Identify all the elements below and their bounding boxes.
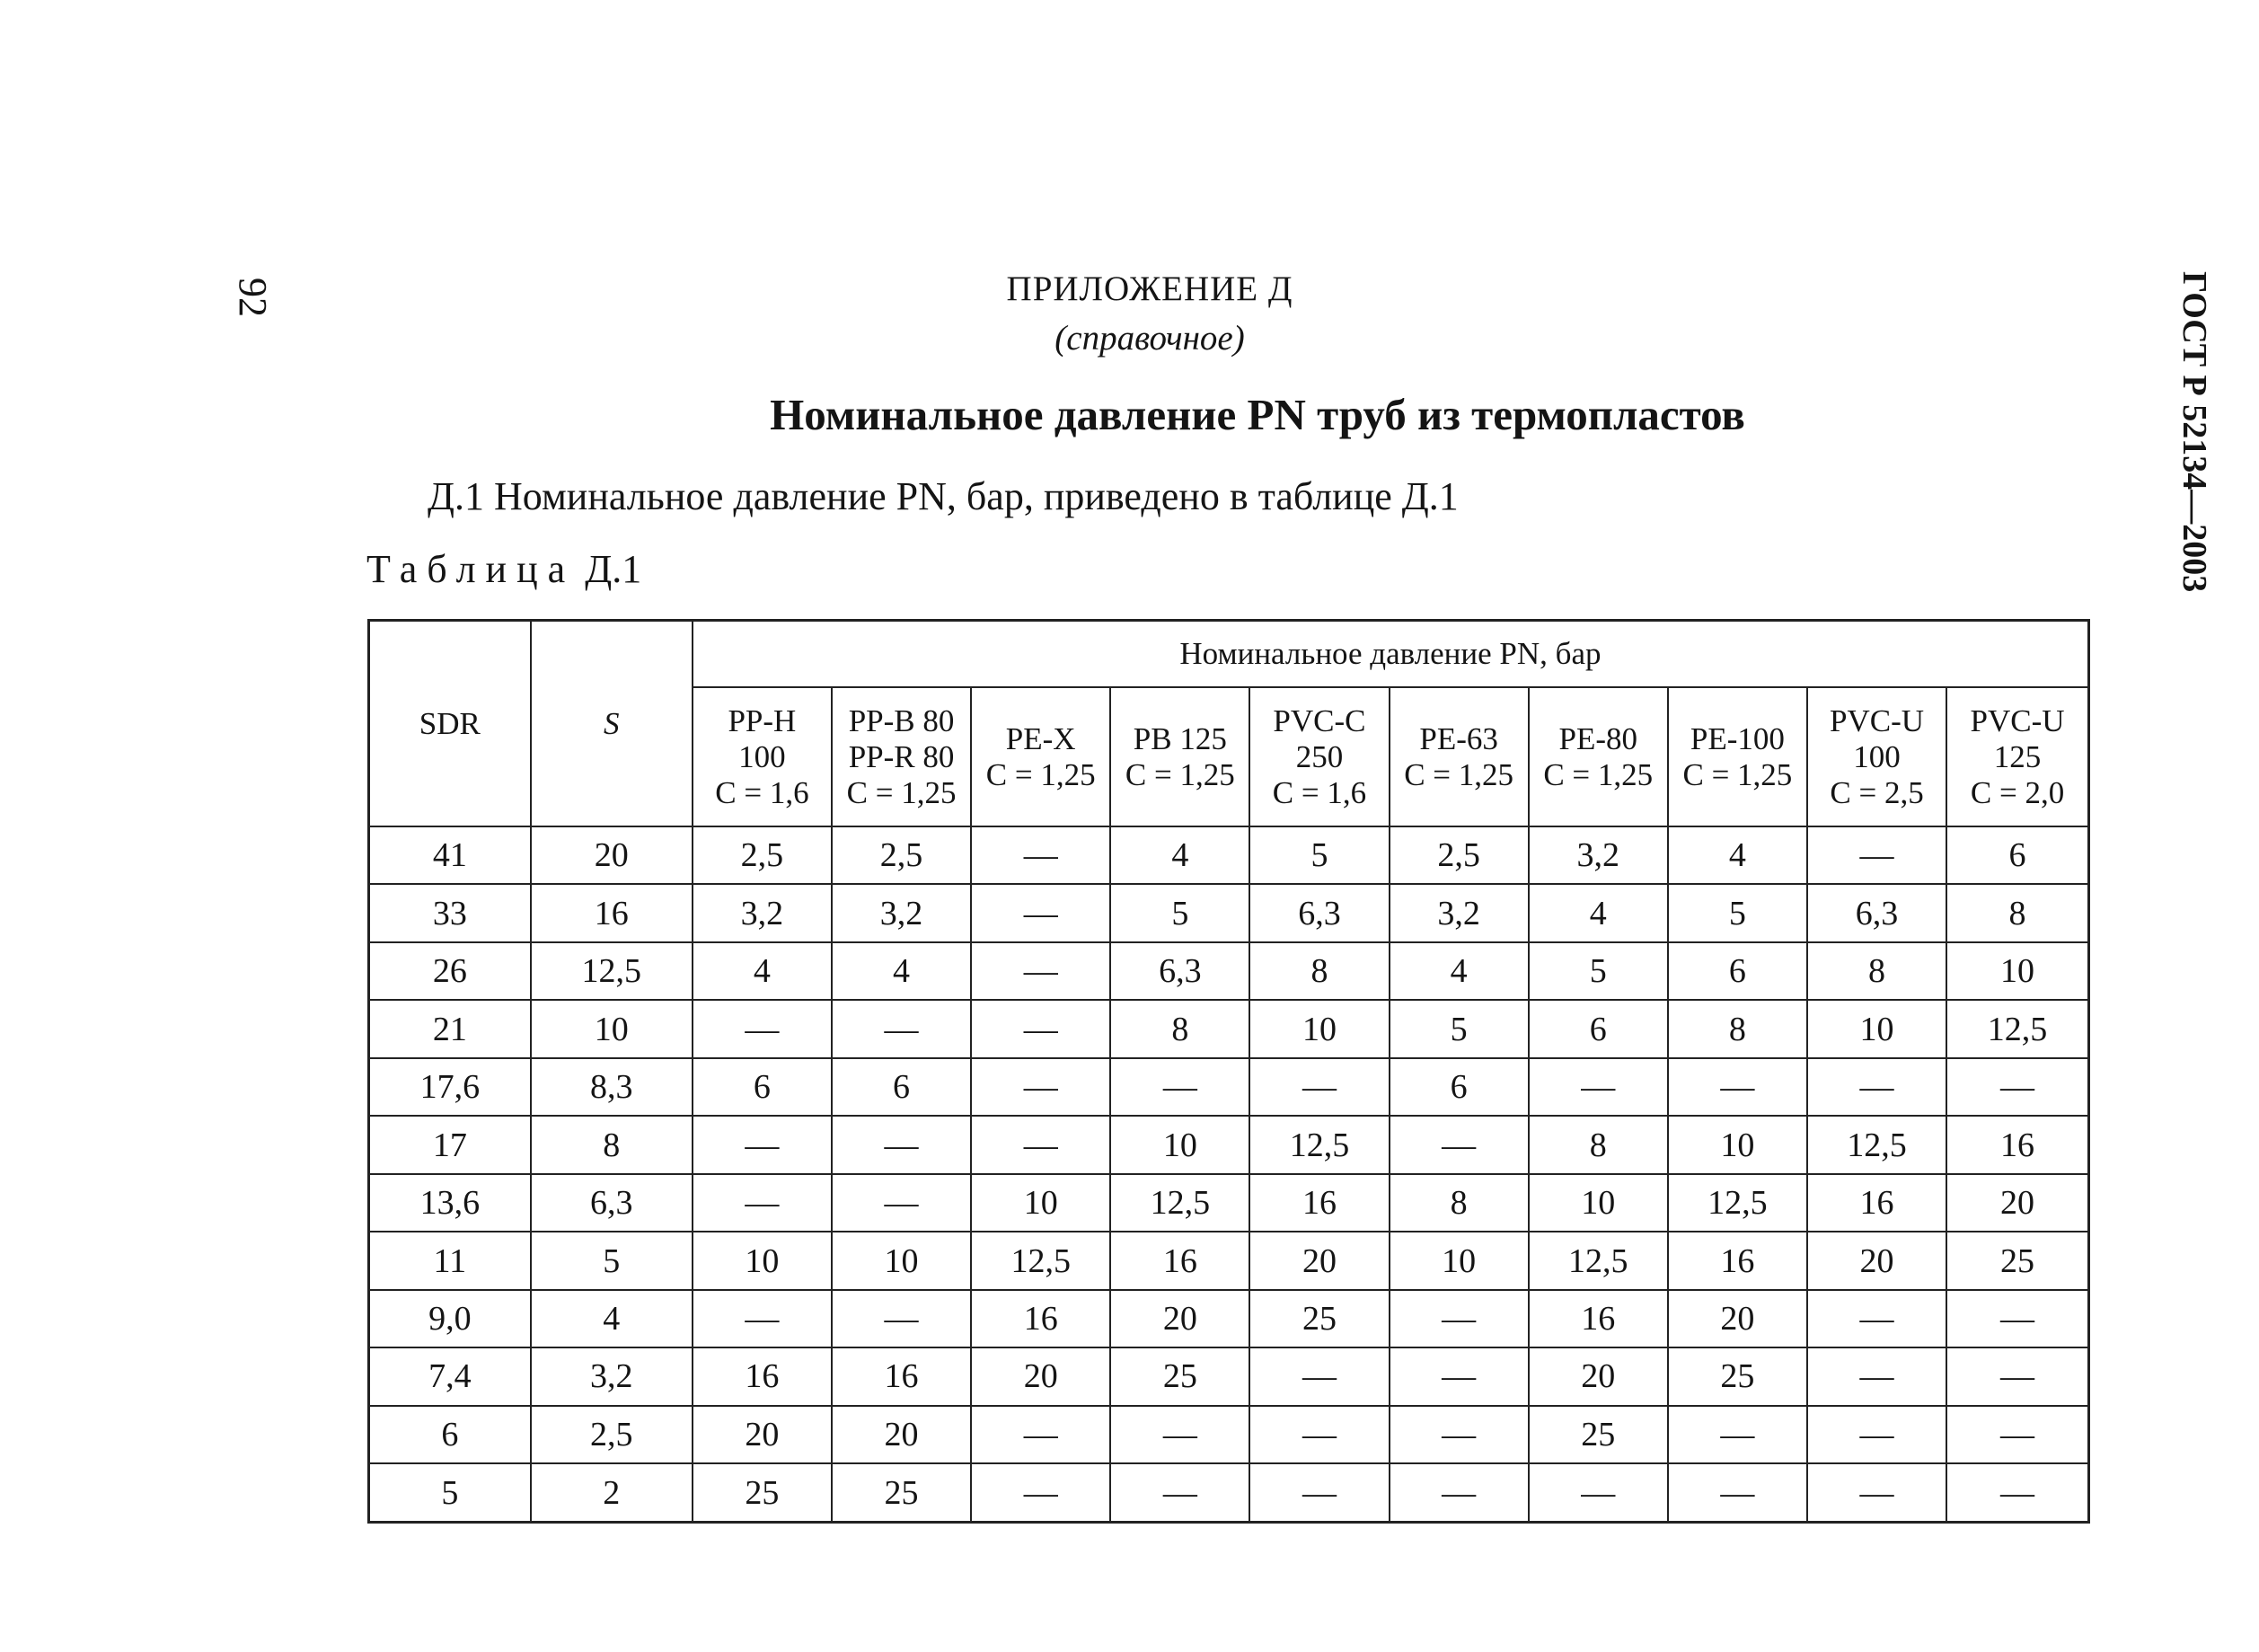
- header-material-line: C = 1,6: [715, 774, 809, 810]
- table-row: [369, 884, 2089, 941]
- header-material-line: C = 1,6: [1272, 774, 1367, 810]
- cell-sdr: 11: [369, 1232, 531, 1289]
- cell-pn-value: —: [971, 1000, 1110, 1057]
- header-material: [1249, 687, 1389, 826]
- cell-s: 4: [531, 1290, 693, 1347]
- cell-pn-value: —: [1807, 1290, 1946, 1347]
- cell-pn-value: 20: [1529, 1347, 1668, 1405]
- cell-pn-value: 10: [1807, 1000, 1946, 1057]
- header-material-line: C = 2,5: [1830, 774, 1924, 810]
- cell-pn-value: 12,5: [1249, 1116, 1389, 1173]
- appendix-type: (справочное): [1054, 319, 1245, 358]
- cell-pn-value: —: [1249, 1406, 1389, 1463]
- cell-pn-value: 2,5: [832, 826, 971, 884]
- cell-pn-value: —: [1110, 1406, 1249, 1463]
- table-row: [369, 1174, 2089, 1232]
- cell-pn-value: —: [1110, 1058, 1249, 1116]
- cell-pn-value: 12,5: [971, 1232, 1110, 1289]
- table-row: [369, 1232, 2089, 1289]
- cell-pn-value: 4: [1110, 826, 1249, 884]
- cell-pn-value: —: [693, 1000, 832, 1057]
- cell-s: 16: [531, 884, 693, 941]
- cell-pn-value: 6: [693, 1058, 832, 1116]
- cell-pn-value: 5: [1529, 942, 1668, 1000]
- table-caption: [366, 543, 1085, 596]
- cell-pn-value: 10: [971, 1174, 1110, 1232]
- cell-pn-value: 16: [832, 1347, 971, 1405]
- cell-pn-value: 25: [1249, 1290, 1389, 1347]
- cell-pn-value: —: [1807, 1406, 1946, 1463]
- cell-pn-value: 20: [1668, 1290, 1807, 1347]
- header-material: [693, 687, 832, 826]
- cell-s: 2: [531, 1463, 693, 1522]
- cell-pn-value: 2,5: [693, 826, 832, 884]
- cell-pn-value: —: [832, 1116, 971, 1173]
- header-sdr: SDR: [369, 621, 531, 827]
- cell-pn-value: 6: [1529, 1000, 1668, 1057]
- cell-pn-value: —: [971, 1406, 1110, 1463]
- cell-pn-value: 10: [1249, 1000, 1389, 1057]
- header-material: [1110, 687, 1249, 826]
- table-row: [369, 1406, 2089, 1463]
- header-material: [1946, 687, 2088, 826]
- header-material-line: C = 1,25: [1543, 756, 1654, 792]
- cell-pn-value: —: [1807, 826, 1946, 884]
- header-material-line: PVC-U: [1970, 702, 2065, 738]
- header-material-line: PE-X: [1005, 720, 1076, 756]
- cell-s: 20: [531, 826, 693, 884]
- header-material-line: 100: [1853, 738, 1901, 774]
- cell-pn-value: —: [971, 942, 1110, 1000]
- cell-pn-value: 12,5: [1807, 1116, 1946, 1173]
- cell-pn-value: —: [1807, 1347, 1946, 1405]
- cell-pn-value: 6,3: [1110, 942, 1249, 1000]
- cell-pn-value: 8: [1529, 1116, 1668, 1173]
- cell-pn-value: 4: [1668, 826, 1807, 884]
- cell-pn-value: 3,2: [693, 884, 832, 941]
- table-body: [369, 826, 2089, 1523]
- standard-code: ГОСТ Р 52134—2003: [2175, 271, 2213, 593]
- cell-pn-value: —: [1668, 1406, 1807, 1463]
- cell-pn-value: —: [1529, 1463, 1668, 1522]
- header-material: [1390, 687, 1529, 826]
- cell-pn-value: 12,5: [1529, 1232, 1668, 1289]
- cell-pn-value: —: [693, 1290, 832, 1347]
- cell-pn-value: —: [971, 1116, 1110, 1173]
- cell-pn-value: 16: [693, 1347, 832, 1405]
- cell-pn-value: —: [1946, 1290, 2088, 1347]
- header-material-line: PE-80: [1558, 720, 1637, 756]
- header-material-line: PP-R 80: [848, 738, 955, 774]
- header-material-line: 125: [1993, 738, 2042, 774]
- header-material-line: PVC-U: [1830, 702, 1925, 738]
- cell-pn-value: 10: [832, 1232, 971, 1289]
- cell-pn-value: 25: [1529, 1406, 1668, 1463]
- cell-sdr: 21: [369, 1000, 531, 1057]
- cell-pn-value: —: [1807, 1058, 1946, 1116]
- table-caption-word: Таблица: [366, 547, 576, 591]
- cell-pn-value: —: [1529, 1058, 1668, 1116]
- cell-pn-value: 25: [1110, 1347, 1249, 1405]
- cell-pn-value: —: [971, 884, 1110, 941]
- cell-pn-value: 12,5: [1668, 1174, 1807, 1232]
- header-material-line: C = 2,0: [1970, 774, 2065, 810]
- appendix-title: ПРИЛОЖЕНИЕ Д: [1006, 269, 1293, 308]
- cell-pn-value: 4: [1529, 884, 1668, 941]
- cell-pn-value: 10: [693, 1232, 832, 1289]
- header-material-line: PVC-C: [1273, 702, 1366, 738]
- cell-pn-value: 4: [832, 942, 971, 1000]
- cell-pn-value: 16: [1807, 1174, 1946, 1232]
- cell-sdr: 26: [369, 942, 531, 1000]
- header-material: [1668, 687, 1807, 826]
- header-material: [971, 687, 1110, 826]
- cell-pn-value: 4: [1390, 942, 1529, 1000]
- header-s: S: [531, 621, 693, 827]
- cell-pn-value: 3,2: [1529, 826, 1668, 884]
- cell-s: 10: [531, 1000, 693, 1057]
- table-row: [369, 826, 2089, 884]
- cell-pn-value: 5: [1249, 826, 1389, 884]
- header-group-pn: Номинальное давление PN, бар: [693, 621, 2089, 688]
- header-material-line: PE-100: [1690, 720, 1785, 756]
- cell-s: 8,3: [531, 1058, 693, 1116]
- cell-pn-value: —: [1668, 1463, 1807, 1522]
- cell-pn-value: —: [1249, 1058, 1389, 1116]
- cell-pn-value: —: [1946, 1406, 2088, 1463]
- header-material-line: PP-B 80: [848, 702, 955, 738]
- cell-pn-value: 25: [832, 1463, 971, 1522]
- header-material-line: C = 1,25: [1404, 756, 1514, 792]
- cell-pn-value: —: [1249, 1463, 1389, 1522]
- cell-pn-value: 12,5: [1110, 1174, 1249, 1232]
- header-material-line: C = 1,25: [1682, 756, 1793, 792]
- header-material-line: PP-H: [728, 702, 797, 738]
- cell-s: 3,2: [531, 1347, 693, 1405]
- cell-sdr: 17,6: [369, 1058, 531, 1116]
- cell-pn-value: 6: [1390, 1058, 1529, 1116]
- cell-pn-value: 25: [693, 1463, 832, 1522]
- cell-pn-value: —: [1390, 1116, 1529, 1173]
- cell-pn-value: 3,2: [832, 884, 971, 941]
- cell-pn-value: 5: [1668, 884, 1807, 941]
- cell-pn-value: 20: [832, 1406, 971, 1463]
- cell-sdr: 5: [369, 1463, 531, 1522]
- cell-pn-value: 8: [1807, 942, 1946, 1000]
- pressure-table: [367, 619, 2090, 1524]
- cell-sdr: 6: [369, 1406, 531, 1463]
- cell-pn-value: 8: [1946, 884, 2088, 941]
- cell-pn-value: —: [971, 1463, 1110, 1522]
- table-row: [369, 1116, 2089, 1173]
- cell-pn-value: 16: [1529, 1290, 1668, 1347]
- cell-sdr: 13,6: [369, 1174, 531, 1232]
- table-row: [369, 1347, 2089, 1405]
- cell-pn-value: —: [693, 1174, 832, 1232]
- cell-pn-value: 16: [971, 1290, 1110, 1347]
- cell-pn-value: —: [1946, 1058, 2088, 1116]
- table-row: [369, 1000, 2089, 1057]
- cell-pn-value: 16: [1668, 1232, 1807, 1289]
- cell-pn-value: 8: [1390, 1174, 1529, 1232]
- cell-pn-value: —: [1390, 1406, 1529, 1463]
- table-row: [369, 1290, 2089, 1347]
- cell-pn-value: 10: [1529, 1174, 1668, 1232]
- table-caption-number: Д.1: [585, 547, 642, 591]
- header-material: [1807, 687, 1946, 826]
- cell-pn-value: 5: [1390, 1000, 1529, 1057]
- cell-sdr: 7,4: [369, 1347, 531, 1405]
- cell-pn-value: —: [1110, 1463, 1249, 1522]
- cell-pn-value: —: [971, 1058, 1110, 1116]
- cell-pn-value: 6: [1946, 826, 2088, 884]
- table-row: [369, 942, 2089, 1000]
- cell-pn-value: 2,5: [1390, 826, 1529, 884]
- table-row: [369, 1058, 2089, 1116]
- cell-pn-value: 10: [1390, 1232, 1529, 1289]
- cell-pn-value: 20: [1249, 1232, 1389, 1289]
- cell-pn-value: —: [1390, 1347, 1529, 1405]
- cell-pn-value: 20: [1807, 1232, 1946, 1289]
- header-material-line: PE-63: [1419, 720, 1498, 756]
- cell-pn-value: 8: [1249, 942, 1389, 1000]
- cell-s: 6,3: [531, 1174, 693, 1232]
- cell-pn-value: 16: [1249, 1174, 1389, 1232]
- cell-pn-value: —: [1249, 1347, 1389, 1405]
- cell-sdr: 41: [369, 826, 531, 884]
- cell-pn-value: 6: [832, 1058, 971, 1116]
- cell-pn-value: 25: [1668, 1347, 1807, 1405]
- cell-s: 5: [531, 1232, 693, 1289]
- cell-pn-value: —: [1390, 1290, 1529, 1347]
- cell-pn-value: 12,5: [1946, 1000, 2088, 1057]
- cell-pn-value: 20: [1946, 1174, 2088, 1232]
- cell-s: 12,5: [531, 942, 693, 1000]
- header-material: [1529, 687, 1668, 826]
- header-material-line: C = 1,25: [846, 774, 957, 810]
- cell-pn-value: 6,3: [1807, 884, 1946, 941]
- cell-pn-value: —: [1807, 1463, 1946, 1522]
- header-material-line: 100: [738, 738, 786, 774]
- header-material-line: C = 1,25: [985, 756, 1096, 792]
- cell-pn-value: —: [693, 1116, 832, 1173]
- header-material-line: 250: [1295, 738, 1344, 774]
- table-row: [369, 1463, 2089, 1522]
- cell-pn-value: —: [832, 1290, 971, 1347]
- cell-s: 2,5: [531, 1406, 693, 1463]
- page-number: 92: [231, 278, 275, 317]
- cell-pn-value: 4: [693, 942, 832, 1000]
- cell-pn-value: —: [1390, 1463, 1529, 1522]
- cell-pn-value: —: [1946, 1463, 2088, 1522]
- cell-pn-value: 16: [1110, 1232, 1249, 1289]
- cell-pn-value: 10: [1110, 1116, 1249, 1173]
- cell-sdr: 9,0: [369, 1290, 531, 1347]
- header-material-line: C = 1,25: [1125, 756, 1235, 792]
- cell-pn-value: 16: [1946, 1116, 2088, 1173]
- cell-sdr: 17: [369, 1116, 531, 1173]
- cell-pn-value: 10: [1946, 942, 2088, 1000]
- cell-pn-value: 25: [1946, 1232, 2088, 1289]
- cell-pn-value: 20: [971, 1347, 1110, 1405]
- cell-pn-value: —: [971, 826, 1110, 884]
- cell-pn-value: 8: [1668, 1000, 1807, 1057]
- table-header: [369, 621, 2089, 827]
- header-material-line: PB 125: [1133, 720, 1227, 756]
- cell-pn-value: 3,2: [1390, 884, 1529, 941]
- header-material: [832, 687, 971, 826]
- cell-pn-value: 10: [1668, 1116, 1807, 1173]
- cell-pn-value: 5: [1110, 884, 1249, 941]
- cell-pn-value: 20: [693, 1406, 832, 1463]
- cell-pn-value: —: [1946, 1347, 2088, 1405]
- cell-s: 8: [531, 1116, 693, 1173]
- cell-pn-value: —: [1668, 1058, 1807, 1116]
- cell-pn-value: 20: [1110, 1290, 1249, 1347]
- cell-pn-value: —: [832, 1000, 971, 1057]
- cell-sdr: 33: [369, 884, 531, 941]
- cell-pn-value: —: [832, 1174, 971, 1232]
- intro-paragraph: Д.1 Номинальное давление PN, бар, приведено в таблице Д.1: [428, 474, 1459, 518]
- cell-pn-value: 8: [1110, 1000, 1249, 1057]
- cell-pn-value: 6: [1668, 942, 1807, 1000]
- page-title: Номинальное давление PN труб из термопластов: [770, 390, 1745, 439]
- cell-pn-value: 6,3: [1249, 884, 1389, 941]
